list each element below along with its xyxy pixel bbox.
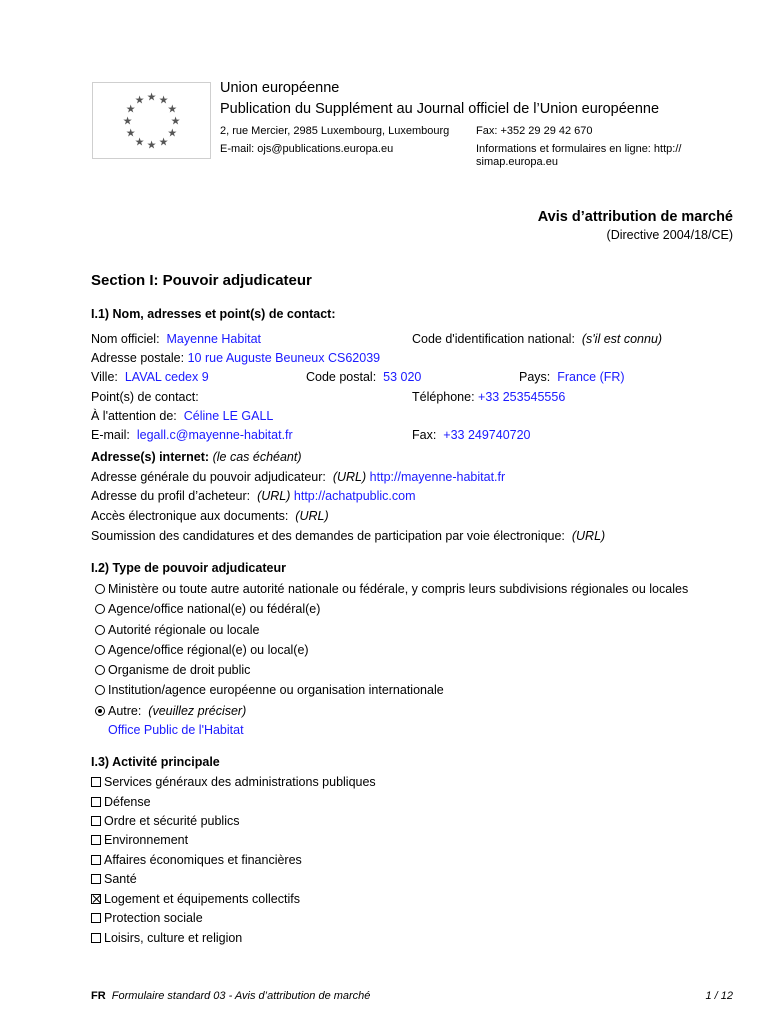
fax-row — [412, 428, 531, 442]
radio-selected-icon[interactable] — [95, 706, 105, 716]
star-icon: ★ — [158, 135, 169, 149]
star-icon: ★ — [125, 102, 136, 116]
i3-option[interactable] — [91, 833, 188, 847]
pays-value: France (FR) — [557, 370, 625, 384]
i3-option[interactable] — [91, 872, 137, 886]
i1-title: I.1) Nom, adresses et point(s) de contact: — [91, 307, 336, 321]
i3-option-label: Environnement — [104, 833, 189, 847]
profil-row — [91, 489, 416, 503]
attention-label: À l'attention de: — [91, 409, 177, 423]
code-hint: (s'il est connu) — [581, 332, 663, 346]
i3-option-label: Logement et équipements collectifs — [104, 892, 300, 906]
ville-row — [91, 370, 209, 384]
soumission-row — [91, 529, 605, 543]
checkbox-icon[interactable] — [91, 797, 101, 807]
org-name: Union européenne — [220, 80, 340, 96]
tel-label: Téléphone: — [412, 390, 475, 404]
publisher-email: E-mail: ojs@publications.europa.eu — [220, 143, 394, 155]
publisher-info-line1: Informations et formulaires en ligne: http:// — [476, 143, 682, 155]
adresse-value: 10 rue Auguste Beuneux CS62039 — [187, 351, 381, 365]
i3-option[interactable] — [91, 892, 300, 906]
url-hint: (URL) — [332, 470, 367, 484]
nom-label: Nom officiel: — [91, 332, 160, 346]
cp-label: Code postal: — [306, 370, 377, 384]
star-icon: ★ — [158, 93, 169, 107]
i3-option[interactable] — [91, 795, 151, 809]
i3-option-label: Défense — [104, 795, 151, 809]
publication-title: Publication du Supplément au Journal officiel de l’Union européenne — [220, 101, 660, 117]
star-icon: ★ — [125, 126, 136, 140]
star-icon: ★ — [146, 90, 157, 104]
nom-value: Mayenne Habitat — [166, 332, 262, 346]
star-icon: ★ — [122, 114, 133, 128]
ville-label: Ville: — [91, 370, 118, 384]
radio-icon[interactable] — [95, 665, 105, 675]
fax-label: Fax: — [412, 428, 437, 442]
radio-icon[interactable] — [95, 625, 105, 635]
i2-option-label: Organisme de droit public — [108, 663, 251, 677]
autre-value: Office Public de l'Habitat — [108, 723, 244, 737]
checkbox-icon[interactable] — [91, 835, 101, 845]
i2-option[interactable] — [95, 704, 246, 718]
i2-option-label: Institution/agence européenne ou organisation internationale — [108, 683, 444, 697]
adr-gen-label: Adresse générale du pouvoir adjudicateur: — [91, 470, 326, 484]
i2-option[interactable] — [95, 663, 250, 677]
section-title: Section I: Pouvoir adjudicateur — [91, 272, 312, 289]
i2-option[interactable] — [95, 683, 444, 697]
cp-value: 53 020 — [383, 370, 422, 384]
radio-icon[interactable] — [95, 645, 105, 655]
email-label: E-mail: — [91, 428, 130, 442]
ville-value: LAVAL cedex 9 — [124, 370, 209, 384]
i3-option-label: Protection sociale — [104, 911, 203, 925]
url-hint: (URL) — [257, 489, 291, 503]
attention-value: Céline LE GALL — [183, 409, 274, 423]
email-value[interactable]: legall.c@mayenne-habitat.fr — [136, 428, 293, 442]
fax-value: +33 249740720 — [443, 428, 531, 442]
url-hint: (URL) — [295, 509, 329, 523]
i2-option-label: Ministère ou toute autre autorité nationale ou fédérale, y compris leurs subdivisions régionales ou locales — [108, 582, 689, 596]
contact-label: Point(s) de contact: — [91, 390, 199, 404]
adr-gen-row — [91, 470, 505, 484]
internet-hint: (le cas échéant) — [212, 450, 302, 464]
i3-option[interactable] — [91, 911, 203, 925]
star-icon: ★ — [134, 135, 145, 149]
i3-option[interactable] — [91, 931, 242, 945]
email-row — [91, 428, 293, 442]
star-icon: ★ — [134, 93, 145, 107]
star-icon: ★ — [167, 102, 178, 116]
profil-link[interactable]: http://achatpublic.com — [293, 489, 416, 503]
i3-option[interactable] — [91, 814, 239, 828]
nom-row — [91, 332, 261, 346]
tel-row — [412, 390, 565, 404]
i2-title: I.2) Type de pouvoir adjudicateur — [91, 561, 286, 575]
adresse-label: Adresse postale: — [91, 351, 185, 365]
eu-logo — [92, 82, 211, 159]
attention-row — [91, 409, 273, 423]
acces-label: Accès électronique aux documents: — [91, 509, 289, 523]
internet-label: Adresse(s) internet: — [91, 450, 210, 464]
adr-gen-link[interactable]: http://mayenne-habitat.fr — [369, 470, 506, 484]
i3-option-label: Loisirs, culture et religion — [104, 931, 243, 945]
profil-label: Adresse du profil d’acheteur: — [91, 489, 251, 503]
i2-option-label: Agence/office régional(e) ou local(e) — [108, 643, 309, 657]
i3-option[interactable] — [91, 775, 376, 789]
code-label: Code d'identification national: — [412, 332, 575, 346]
i2-option-label: Autorité régionale ou locale — [108, 623, 260, 637]
soumission-label: Soumission des candidatures et des demandes de participation par voie électronique: — [91, 529, 565, 543]
checkbox-icon[interactable] — [91, 855, 101, 865]
publisher-info-line2: simap.europa.eu — [476, 156, 558, 168]
checkbox-icon[interactable] — [91, 777, 101, 787]
i3-option[interactable] — [91, 853, 302, 867]
i2-option[interactable] — [95, 623, 260, 637]
adresse-row — [91, 351, 380, 365]
checkbox-checked-icon[interactable] — [91, 894, 101, 904]
i3-option-label: Affaires économiques et financières — [104, 853, 302, 867]
i3-option-label: Ordre et sécurité publics — [104, 814, 240, 828]
footer-form-name: Formulaire standard 03 - Avis d’attribution de marché — [111, 990, 371, 1002]
i3-option-label: Services généraux des administrations publiques — [104, 775, 376, 789]
notice-directive: (Directive 2004/18/CE) — [606, 228, 733, 242]
autre-hint: (veuillez préciser) — [141, 704, 247, 718]
url-hint: (URL) — [571, 529, 606, 543]
checkbox-icon[interactable] — [91, 913, 101, 923]
radio-icon[interactable] — [95, 685, 105, 695]
code-row — [412, 332, 662, 346]
acces-row — [91, 509, 329, 523]
i2-option[interactable] — [95, 602, 320, 616]
publisher-address: 2, rue Mercier, 2985 Luxembourg, Luxembourg — [220, 125, 450, 137]
i2-option[interactable] — [95, 582, 688, 596]
i2-option[interactable] — [95, 643, 309, 657]
checkbox-icon[interactable] — [91, 933, 101, 943]
cp-row — [306, 370, 421, 384]
page-number: 1 / 12 — [705, 990, 733, 1002]
notice-title: Avis d’attribution de marché — [537, 209, 733, 225]
internet-row — [91, 450, 302, 464]
eu-flag-stars-icon — [93, 83, 210, 158]
checkbox-icon[interactable] — [91, 874, 101, 884]
i2-option-label: Autre: — [108, 704, 142, 718]
pays-label: Pays: — [519, 370, 551, 384]
star-icon: ★ — [170, 114, 181, 128]
star-icon: ★ — [167, 126, 178, 140]
star-icon: ★ — [146, 138, 157, 152]
i2-option-label: Agence/office national(e) ou fédéral(e) — [108, 602, 321, 616]
radio-icon[interactable] — [95, 584, 105, 594]
footer-form — [91, 990, 370, 1002]
checkbox-icon[interactable] — [91, 816, 101, 826]
publisher-fax: Fax: +352 29 29 42 670 — [476, 125, 593, 137]
footer-lang: FR — [91, 990, 106, 1002]
i3-option-label: Santé — [104, 872, 137, 886]
radio-icon[interactable] — [95, 604, 105, 614]
pays-row — [519, 370, 625, 384]
tel-value: +33 253545556 — [478, 390, 566, 404]
i3-title: I.3) Activité principale — [91, 755, 220, 769]
